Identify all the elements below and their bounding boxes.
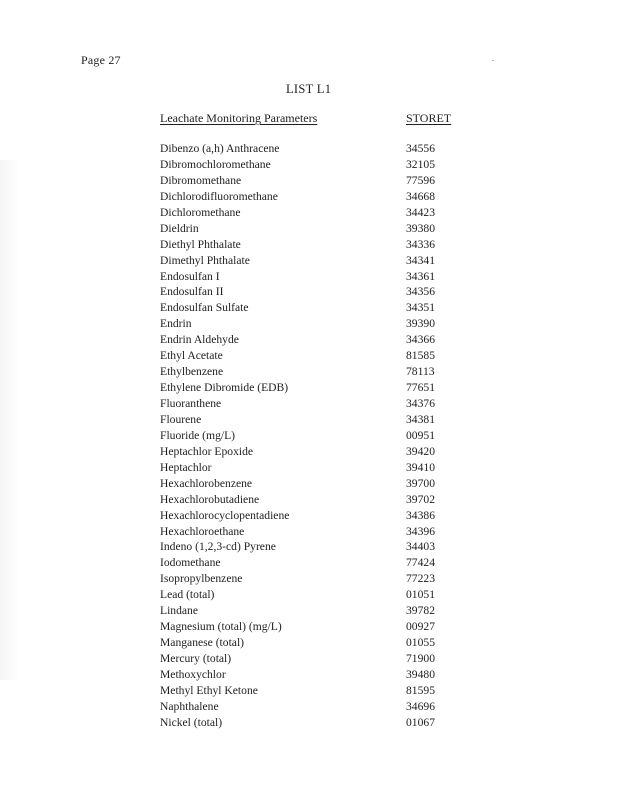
parameter-name: Dibenzo (a,h) Anthracene	[160, 142, 280, 155]
storet-code: 39702	[406, 492, 435, 506]
parameter-name: Hexachlorobenzene	[160, 476, 253, 490]
table-row	[160, 348, 466, 364]
table-row	[160, 141, 466, 157]
parameter-name: Mercury (total)	[160, 652, 232, 665]
parameter-name: Methoxychlor	[160, 667, 226, 681]
parameter-name: Ethylbenzene	[160, 365, 224, 379]
table-row	[160, 221, 466, 237]
storet-code: 00951	[406, 428, 435, 442]
parameter-name: Heptachlor Epoxide	[160, 444, 254, 458]
parameter-name: Dichloromethane	[160, 205, 241, 219]
storet-code: 00927	[406, 620, 435, 634]
storet-code: 34366	[406, 333, 435, 347]
storet-code: 39380	[406, 221, 435, 235]
storet-code: 34386	[406, 508, 435, 522]
parameter-name: Indeno (1,2,3-cd) Pyrene	[160, 540, 276, 554]
table-row	[160, 380, 466, 396]
scan-edge-shadow	[0, 160, 20, 680]
table-row	[160, 571, 466, 587]
table-row	[160, 683, 466, 699]
parameter-name: Fluoranthene	[160, 397, 222, 410]
table-row	[160, 205, 466, 221]
storet-code: 78113	[406, 365, 435, 379]
storet-code: 34336	[406, 237, 435, 251]
storet-code: 01055	[406, 636, 435, 650]
storet-code: 77651	[406, 381, 435, 395]
storet-code: 39410	[406, 460, 435, 474]
table-row	[160, 555, 466, 571]
table-row	[160, 524, 466, 540]
table-row	[160, 667, 466, 683]
table-row	[160, 539, 466, 555]
table-row	[160, 237, 466, 253]
storet-code: 39390	[406, 317, 435, 331]
table-row	[160, 651, 466, 667]
parameter-name: Hexachlorobutadiene	[160, 492, 260, 506]
storet-code: 77424	[406, 556, 435, 570]
parameter-name: Lindane	[160, 604, 198, 618]
table-row	[160, 316, 466, 332]
parameter-name: Naphthalene	[160, 699, 219, 713]
parameter-name: Fluoride (mg/L)	[160, 428, 236, 442]
table-row	[160, 603, 466, 619]
storet-code: 34556	[406, 142, 435, 155]
parameter-list	[160, 141, 466, 731]
parameter-name: Methyl Ethyl Ketone	[160, 683, 258, 697]
table-row	[160, 364, 466, 380]
table-row	[160, 396, 466, 412]
parameter-name: Endosulfan I	[160, 269, 220, 283]
storet-code: 34396	[406, 524, 435, 538]
parameter-name: Lead (total)	[160, 588, 215, 602]
storet-code: 34341	[406, 253, 435, 267]
table-row	[160, 492, 466, 508]
table-row	[160, 444, 466, 460]
storet-code: 34376	[406, 397, 435, 410]
storet-code: 34668	[406, 189, 435, 203]
storet-code: 77596	[406, 173, 435, 187]
storet-code: 39782	[406, 604, 435, 618]
table-row	[160, 157, 466, 173]
parameter-name: Endrin Aldehyde	[160, 333, 239, 347]
parameter-column-header: Leachate Monitoring Parameters	[160, 111, 318, 125]
storet-code: 34381	[406, 412, 435, 426]
storet-code: 34696	[406, 699, 435, 713]
parameter-name: Magnesium (total) (mg/L)	[160, 620, 282, 634]
parameter-name: Manganese (total)	[160, 636, 245, 650]
parameter-name: Isopropylbenzene	[160, 572, 243, 586]
storet-code: 32105	[406, 157, 435, 171]
parameter-name: Dibromochloromethane	[160, 157, 271, 171]
table-row	[160, 332, 466, 348]
table-row	[160, 476, 466, 492]
parameter-name: Endosulfan II	[160, 285, 224, 299]
parameter-name: Dimethyl Phthalate	[160, 253, 250, 267]
storet-code: 01067	[406, 715, 435, 729]
parameter-name: Ethyl Acetate	[160, 349, 223, 363]
page-number: Page 27	[81, 53, 121, 67]
parameter-name: Heptachlor	[160, 460, 212, 474]
table-row	[160, 284, 466, 300]
storet-code: 34403	[406, 540, 435, 554]
storet-code: 77223	[406, 572, 435, 586]
table-row	[160, 253, 466, 269]
parameter-name: Dibromomethane	[160, 173, 242, 187]
table-row	[160, 412, 466, 428]
table-row	[160, 508, 466, 524]
parameter-name: Ethylene Dibromide (EDB)	[160, 381, 289, 395]
table-row	[160, 189, 466, 205]
table-row	[160, 619, 466, 635]
storet-code: 71900	[406, 652, 435, 665]
table-row	[160, 428, 466, 444]
scan-speck	[492, 60, 494, 61]
storet-code: 01051	[406, 588, 435, 602]
parameter-name: Hexachloroethane	[160, 524, 245, 538]
storet-code: 34361	[406, 269, 435, 283]
storet-code: 39480	[406, 667, 435, 681]
table-row	[160, 460, 466, 476]
storet-column-header: STORET	[406, 111, 452, 125]
parameter-name: Flourene	[160, 412, 202, 426]
parameter-name: Nickel (total)	[160, 715, 223, 729]
table-row	[160, 587, 466, 603]
parameter-name: Iodomethane	[160, 556, 221, 570]
table-row	[160, 269, 466, 285]
table-row	[160, 300, 466, 316]
parameter-name: Diethyl Phthalate	[160, 237, 241, 251]
storet-code: 81595	[406, 683, 435, 697]
storet-code: 39420	[406, 444, 435, 458]
table-row	[160, 699, 466, 715]
storet-code: 34356	[406, 285, 435, 299]
storet-code: 34423	[406, 205, 435, 219]
storet-code: 81585	[406, 349, 435, 363]
table-row	[160, 715, 466, 731]
parameter-name: Hexachlorocyclopentadiene	[160, 508, 290, 522]
storet-code: 39700	[406, 476, 435, 490]
list-title: LIST L1	[286, 82, 332, 96]
parameter-name: Dichlorodifluoromethane	[160, 189, 278, 203]
table-row	[160, 635, 466, 651]
storet-code: 34351	[406, 301, 435, 315]
parameter-name: Endrin	[160, 317, 192, 331]
parameter-name: Dieldrin	[160, 221, 199, 235]
parameter-name: Endosulfan Sulfate	[160, 301, 249, 315]
table-row	[160, 173, 466, 189]
